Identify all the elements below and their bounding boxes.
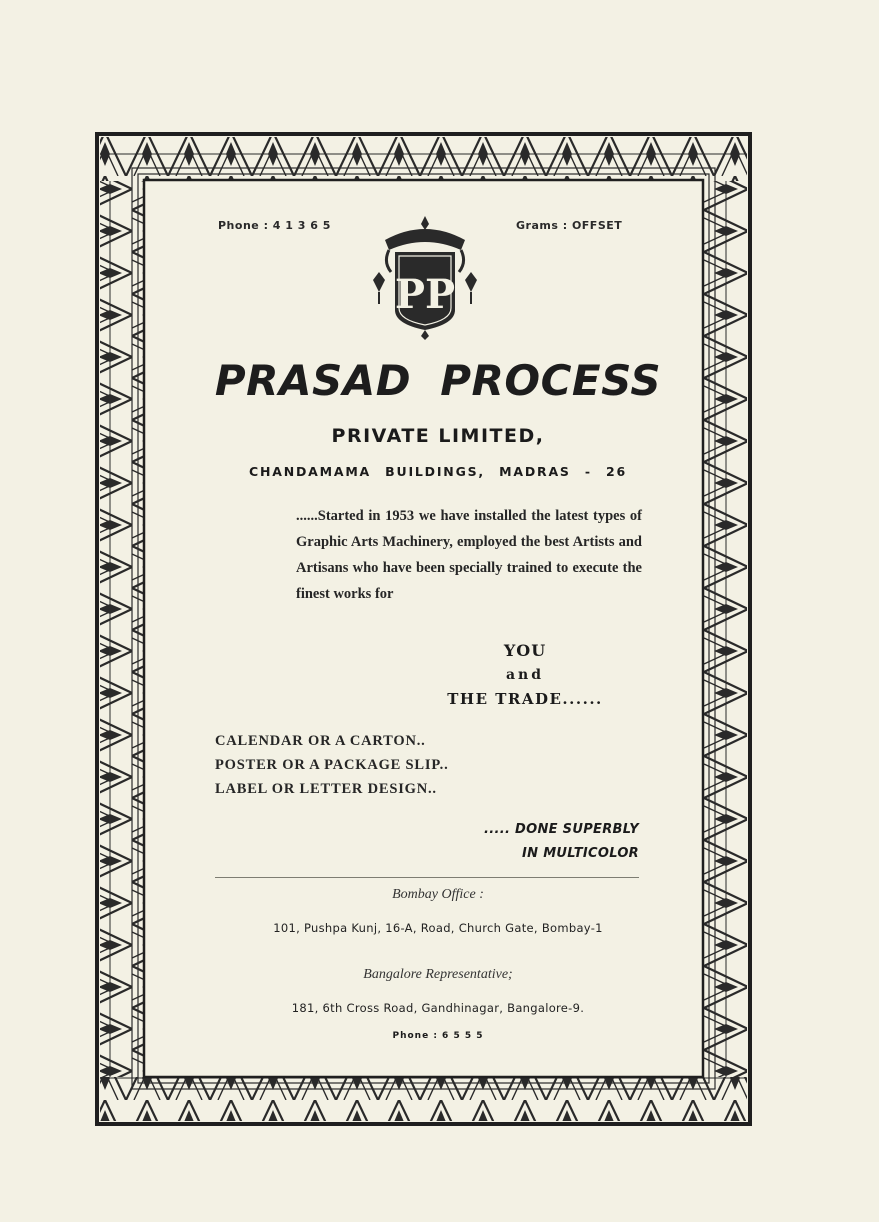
telegram-address: Grams : OFFSET [516, 219, 623, 232]
intro-paragraph: ......Started in 1953 we have installed the latest types of Graphic Arts Machinery, employed the best Artists and Artisans who have been specially trained to execute the finest works for [296, 508, 642, 602]
and-text: and [505, 667, 545, 683]
trade-text: THE TRADE...... [447, 690, 603, 708]
in-multicolor: IN MULTICOLOR [522, 846, 639, 861]
bombay-office-address: 101, Pushpa Kunj, 16-A, Road, Church Gate, Bombay-1 [273, 921, 603, 935]
done-superbly: ..... DONE SUPERBLY [484, 822, 639, 837]
crest-logo-icon [365, 212, 485, 340]
product-line: CALENDAR OR A CARTON.. [215, 733, 426, 749]
bombay-office-label: Bombay Office : [392, 887, 484, 902]
logo-monogram: PP [394, 271, 456, 318]
bangalore-phone: Phone : 6 5 5 5 [392, 1031, 484, 1041]
phone-number: Phone : 4 1 3 6 5 [218, 219, 331, 232]
product-line: LABEL OR LETTER DESIGN.. [215, 781, 437, 797]
company-name: PRASAD PROCESS [214, 356, 662, 405]
company-address: CHANDAMAMA BUILDINGS, MADRAS - 26 [248, 464, 628, 479]
product-line: POSTER OR A PACKAGE SLIP.. [215, 757, 449, 773]
company-type: PRIVATE LIMITED, [331, 425, 545, 447]
divider-line [215, 877, 639, 878]
bangalore-label: Bangalore Representative; [363, 967, 513, 982]
bangalore-address: 181, 6th Cross Road, Gandhinagar, Bangalore-9. [291, 1001, 585, 1015]
you-text: YOU [503, 641, 547, 660]
